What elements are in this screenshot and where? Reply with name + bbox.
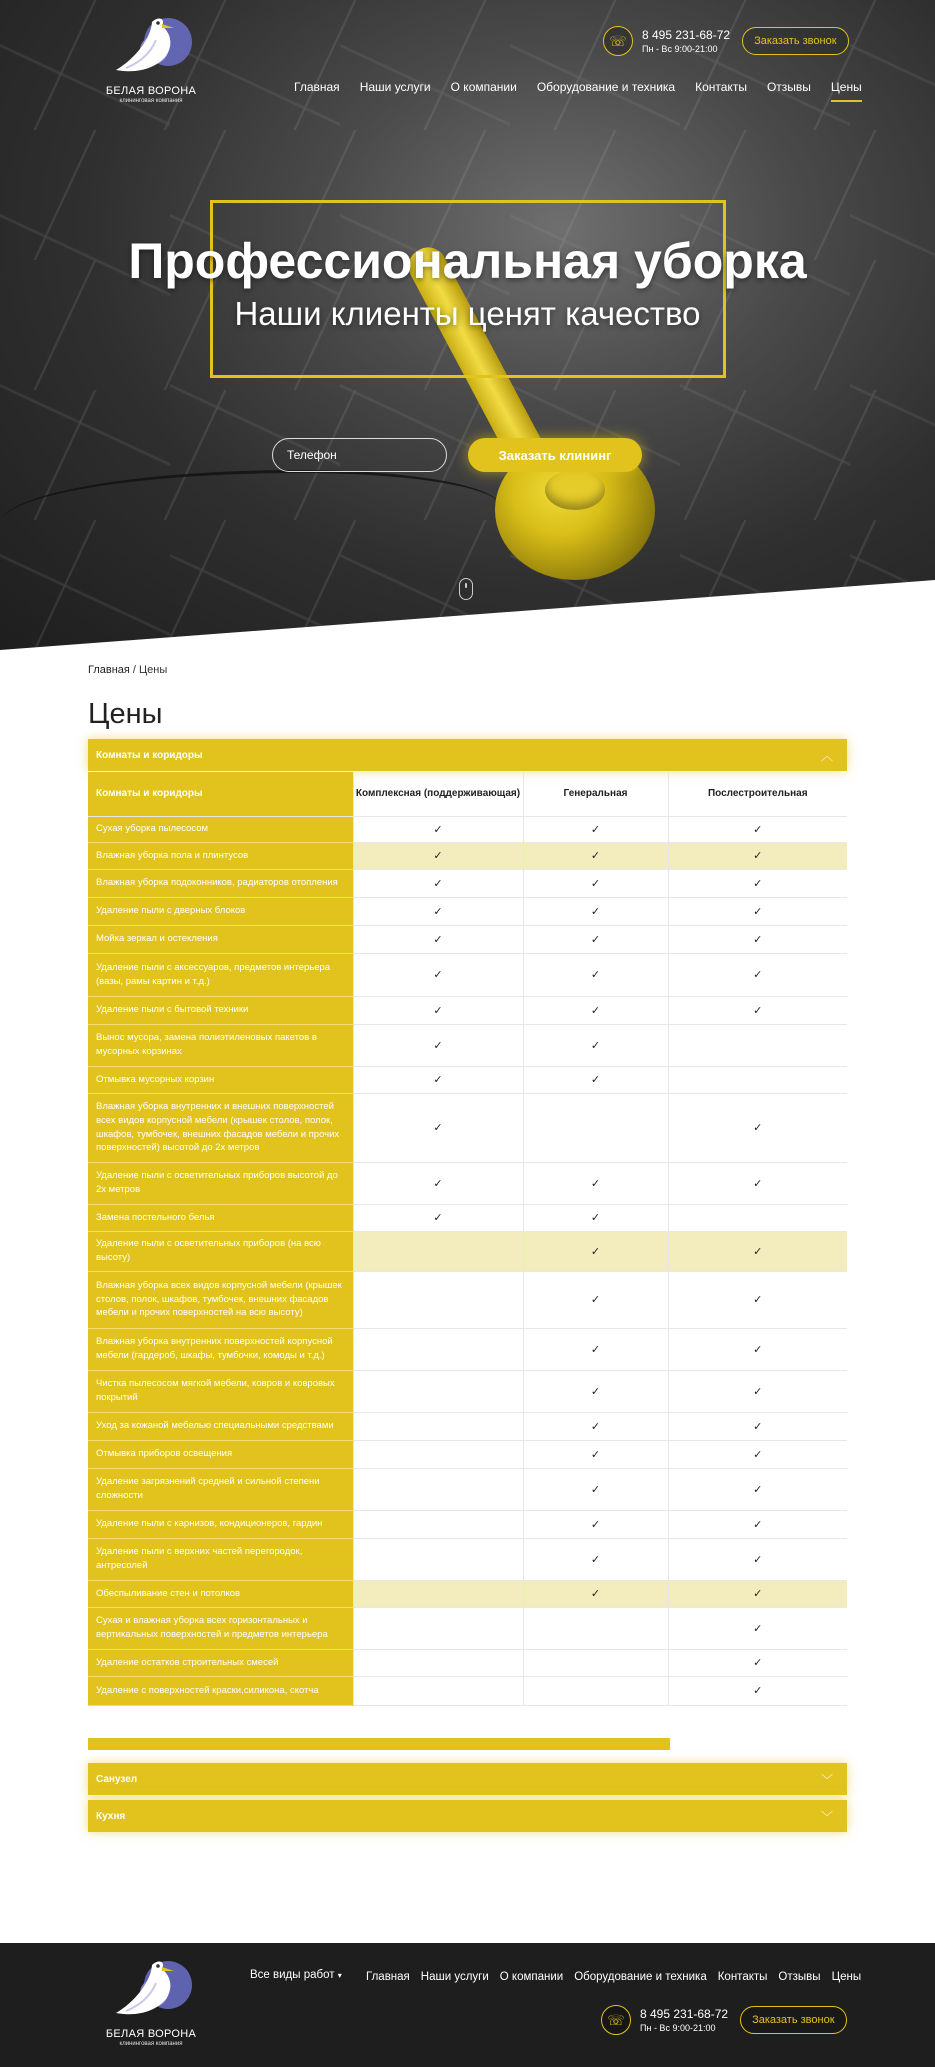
checkmark-icon: ✓ — [590, 1074, 601, 1086]
check-cell — [668, 869, 847, 897]
header-phone[interactable]: 8 495 231-68-72 — [642, 28, 731, 42]
check-cell — [668, 1066, 847, 1093]
check-cell — [353, 996, 523, 1024]
checkmark-icon: ✓ — [753, 1004, 763, 1017]
check-cell — [523, 1510, 668, 1538]
table-row — [88, 1510, 847, 1538]
checkmark-icon: ✓ — [753, 1553, 763, 1566]
check-cell — [668, 1440, 847, 1468]
header-contact — [603, 26, 849, 56]
service-label: Влажная уборка пола и плинтусов — [88, 842, 353, 869]
checkmark-icon: ✓ — [753, 1685, 763, 1697]
checkmark-icon: ✓ — [590, 1553, 601, 1566]
checkmark-icon: ✓ — [590, 1004, 601, 1017]
service-label: Удаление пыли с осветительных приборов (на всю высоту) — [88, 1231, 353, 1271]
header-logo[interactable] — [96, 8, 206, 104]
service-label: Обеспыливание стен и потолков — [88, 1580, 353, 1607]
accordion-kitchen-header[interactable] — [88, 1800, 847, 1832]
table-row — [88, 1370, 847, 1412]
check-cell — [353, 1204, 523, 1231]
nav-services[interactable]: Наши услуги — [359, 80, 431, 94]
table-row — [88, 1676, 847, 1705]
service-label: Удаление пыли с верхних частей перегородок, антресолей — [88, 1538, 353, 1580]
check-cell — [353, 897, 523, 925]
check-cell — [523, 996, 668, 1024]
checkmark-icon: ✓ — [753, 1622, 763, 1635]
service-label: Удаление пыли с карнизов, кондиционеров, гардин — [88, 1510, 353, 1538]
check-cell — [668, 1328, 847, 1370]
logo-name: БЕЛАЯ ВОРОНА — [105, 85, 197, 97]
checkmark-icon: ✓ — [590, 1448, 601, 1461]
service-label: Удаление остатков строительных смесей — [88, 1649, 353, 1676]
nav-equipment[interactable]: Оборудование и техника — [536, 80, 676, 94]
check-cell — [523, 1676, 668, 1705]
footer-phone[interactable]: 8 495 231-68-72 — [640, 2007, 729, 2021]
header-hours: Пн - Вс 9:00-21:00 — [642, 44, 718, 54]
check-cell — [668, 1580, 847, 1607]
check-cell — [523, 869, 668, 897]
service-label: Влажная уборка всех видов корпусной мебели (крышек столов, полок, шкафов, тумбочек, внешних фасадов мебели и прочих поверхностей на всю высоту) — [88, 1271, 353, 1328]
service-label: Удаление с поверхностей краски,силикона, скотча — [88, 1676, 353, 1705]
hero-section — [0, 0, 935, 650]
check-cell — [668, 1510, 847, 1538]
check-cell — [523, 1093, 668, 1162]
check-cell — [668, 1607, 847, 1649]
checkmark-icon: ✓ — [433, 933, 443, 946]
checkmark-icon: ✓ — [753, 1448, 763, 1461]
checkmark-icon: ✓ — [590, 933, 601, 946]
check-cell — [353, 953, 523, 996]
check-cell — [523, 1328, 668, 1370]
service-label: Удаление пыли с бытовой техники — [88, 996, 353, 1024]
footer-logo-subtitle: клининговая компания — [119, 2041, 183, 2047]
check-cell — [668, 1024, 847, 1066]
check-cell — [668, 1093, 847, 1162]
column-header-category: Комнаты и коридоры — [88, 772, 353, 816]
nav-about[interactable]: О компании — [450, 80, 517, 94]
table-row — [88, 1649, 847, 1676]
table-footer-bar — [88, 1738, 670, 1750]
checkmark-icon: ✓ — [590, 1483, 601, 1496]
check-cell — [668, 1538, 847, 1580]
check-cell — [668, 1204, 847, 1231]
service-label: Вынос мусора, замена полиэтиленовых пакетов в мусорных корзинах — [88, 1024, 353, 1066]
checkmark-icon: ✓ — [433, 1177, 443, 1190]
check-cell — [523, 1024, 668, 1066]
check-cell — [668, 1271, 847, 1328]
checkmark-icon: ✓ — [753, 1122, 763, 1134]
checkmark-icon: ✓ — [753, 1420, 763, 1433]
service-label: Отмывка приборов освещения — [88, 1440, 353, 1468]
checkmark-icon: ✓ — [753, 1483, 763, 1496]
chevron-up-icon: ︿ — [820, 749, 833, 763]
column-header-general: Генеральная — [523, 772, 668, 816]
crow-logo-icon — [96, 1951, 206, 2026]
footer-nav-about[interactable]: О компании — [499, 1971, 564, 1983]
check-cell — [668, 842, 847, 869]
check-cell — [353, 1271, 523, 1328]
check-cell — [668, 1412, 847, 1440]
table-row — [88, 1412, 847, 1440]
service-label: Влажная уборка подоконников, радиаторов отопления — [88, 869, 353, 897]
check-cell — [668, 816, 847, 842]
footer — [0, 1943, 935, 2067]
hero-subtitle: Наши клиенты ценят качество — [234, 295, 701, 332]
check-cell — [523, 1271, 668, 1328]
breadcrumb-current: Цены — [139, 664, 168, 676]
check-cell — [523, 1204, 668, 1231]
check-cell — [668, 1649, 847, 1676]
checkmark-icon: ✓ — [753, 1385, 763, 1398]
checkmark-icon: ✓ — [753, 1294, 763, 1306]
check-cell — [523, 1538, 668, 1580]
checkmark-icon: ✓ — [590, 1212, 601, 1224]
checkmark-icon: ✓ — [433, 823, 443, 836]
phone-icon: ☏ — [601, 2005, 631, 2035]
service-label: Мойка зеркал и остекления — [88, 925, 353, 953]
check-cell — [668, 897, 847, 925]
nav-reviews[interactable]: Отзывы — [766, 80, 811, 94]
table-row — [88, 1231, 847, 1271]
check-cell — [353, 1440, 523, 1468]
footer-nav-equipment[interactable]: Оборудование и техника — [574, 1971, 707, 1983]
checkmark-icon: ✓ — [590, 823, 601, 836]
check-cell — [353, 842, 523, 869]
check-cell — [668, 1370, 847, 1412]
nav-prices[interactable]: Цены — [831, 80, 862, 102]
table-row — [88, 1024, 847, 1066]
checkmark-icon: ✓ — [433, 969, 443, 981]
service-label: Отмывка мусорных корзин — [88, 1066, 353, 1093]
footer-hours: Пн - Вс 9:00-21:00 — [640, 2023, 716, 2033]
check-cell — [523, 1580, 668, 1607]
footer-nav-contacts[interactable]: Контакты — [717, 1971, 768, 1983]
checkmark-icon: ✓ — [433, 905, 443, 918]
checkmark-icon: ✓ — [433, 1122, 443, 1134]
checkmark-icon: ✓ — [590, 1518, 601, 1531]
table-row — [88, 897, 847, 925]
check-cell — [668, 1162, 847, 1204]
checkmark-icon: ✓ — [753, 850, 763, 862]
page-title: Цены — [88, 698, 163, 730]
checkmark-icon: ✓ — [590, 877, 601, 890]
footer-nav-prices[interactable]: Цены — [831, 1971, 862, 1983]
table-row — [88, 1162, 847, 1204]
prices-table — [88, 772, 847, 1706]
table-row — [88, 816, 847, 842]
check-cell — [353, 1510, 523, 1538]
accordion-rooms-title: Комнаты и коридоры — [96, 749, 203, 761]
check-cell — [523, 897, 668, 925]
prices-table-body — [88, 816, 847, 1705]
check-cell — [353, 1328, 523, 1370]
table-row — [88, 996, 847, 1024]
checkmark-icon: ✓ — [753, 1343, 763, 1356]
table-row — [88, 1440, 847, 1468]
checkmark-icon: ✓ — [433, 1039, 443, 1052]
checkmark-icon: ✓ — [753, 1657, 763, 1669]
checkmark-icon: ✓ — [753, 905, 763, 918]
footer-nav-services[interactable]: Наши услуги — [420, 1971, 489, 1983]
check-cell — [353, 1580, 523, 1607]
check-cell — [523, 1066, 668, 1093]
footer-nav — [366, 1971, 861, 1983]
check-cell — [523, 1370, 668, 1412]
checkmark-icon: ✓ — [590, 1343, 601, 1356]
check-cell — [523, 1607, 668, 1649]
check-cell — [668, 1468, 847, 1510]
check-cell — [353, 1370, 523, 1412]
table-row — [88, 953, 847, 996]
accordion-bathroom-header[interactable] — [88, 1763, 847, 1795]
checkmark-icon: ✓ — [753, 1245, 763, 1258]
check-cell — [668, 953, 847, 996]
footer-contact — [601, 2005, 847, 2035]
checkmark-icon: ✓ — [433, 877, 443, 890]
service-label: Замена постельного белья — [88, 1204, 353, 1231]
all-works-dropdown[interactable] — [250, 1969, 342, 1981]
check-cell — [668, 1676, 847, 1705]
checkmark-icon: ✓ — [590, 1039, 601, 1052]
checkmark-icon: ✓ — [753, 823, 763, 836]
service-label: Удаление пыли с аксессуаров, предметов интерьера (вазы, рамы картин и т.д.) — [88, 953, 353, 996]
table-row — [88, 1468, 847, 1510]
callback-button[interactable]: Заказать звонок — [742, 27, 848, 55]
check-cell — [523, 1231, 668, 1271]
hero-title: Профессиональная уборка — [128, 233, 807, 289]
check-cell — [353, 1468, 523, 1510]
phone-icon: ☏ — [603, 26, 633, 56]
service-label: Удаление пыли с осветительных приборов высотой до 2х метров — [88, 1162, 353, 1204]
check-cell — [353, 1162, 523, 1204]
table-row — [88, 1607, 847, 1649]
phone-input[interactable] — [272, 438, 447, 472]
service-label: Влажная уборка внутренних поверхностей корпусной мебели (гардероб, шкафы, тумбочки, комоды и т.д.) — [88, 1328, 353, 1370]
check-cell — [353, 1676, 523, 1705]
check-cell — [353, 816, 523, 842]
check-cell — [523, 1468, 668, 1510]
chevron-down-icon: ﹀ — [820, 1773, 833, 1787]
order-cleaning-button[interactable]: Заказать клининг — [468, 438, 642, 472]
check-cell — [523, 1412, 668, 1440]
checkmark-icon: ✓ — [590, 850, 601, 862]
checkmark-icon: ✓ — [590, 1588, 601, 1600]
checkmark-icon: ✓ — [753, 933, 763, 946]
footer-callback-button[interactable]: Заказать звонок — [740, 2006, 846, 2034]
accordion-rooms-header[interactable] — [88, 739, 847, 771]
table-row — [88, 1580, 847, 1607]
all-works-label: Все виды работ — [250, 1969, 335, 1981]
checkmark-icon: ✓ — [433, 1074, 443, 1086]
table-row — [88, 842, 847, 869]
breadcrumb-home[interactable]: Главная — [88, 664, 130, 676]
scroll-mouse-icon[interactable] — [459, 578, 473, 600]
checkmark-icon: ✓ — [590, 1294, 601, 1306]
checkmark-icon: ✓ — [590, 1385, 601, 1398]
service-label: Сухая и влажная уборка всех горизонтальных и вертикальных поверхностей и предметов интерьера — [88, 1607, 353, 1649]
checkmark-icon: ✓ — [590, 1177, 601, 1190]
table-row — [88, 1066, 847, 1093]
checkmark-icon: ✓ — [433, 1004, 443, 1017]
main-nav — [294, 80, 862, 102]
column-header-postconstruction: Послестроительная — [668, 772, 847, 816]
caret-down-icon: ▾ — [337, 1971, 342, 1980]
check-cell — [353, 1649, 523, 1676]
table-row — [88, 1328, 847, 1370]
checkmark-icon: ✓ — [753, 969, 763, 981]
table-row — [88, 1538, 847, 1580]
check-cell — [353, 1538, 523, 1580]
footer-nav-reviews[interactable]: Отзывы — [778, 1971, 821, 1983]
footer-logo[interactable] — [96, 1951, 206, 2047]
service-label: Удаление пыли с дверных блоков — [88, 897, 353, 925]
check-cell — [353, 1231, 523, 1271]
breadcrumb — [88, 664, 167, 676]
check-cell — [668, 996, 847, 1024]
check-cell — [523, 1649, 668, 1676]
checkmark-icon: ✓ — [753, 1177, 763, 1190]
crow-logo-icon — [96, 8, 206, 83]
service-label: Удаление загрязнений средней и сильной степени сложности — [88, 1468, 353, 1510]
checkmark-icon: ✓ — [590, 1420, 601, 1433]
service-label: Сухая уборка пылесосом — [88, 816, 353, 842]
check-cell — [523, 842, 668, 869]
checkmark-icon: ✓ — [753, 877, 763, 890]
service-label: Влажная уборка внутренних и внешних поверхностей всех видов корпусной мебели (крышек столов, полок, шкафов, тумбочек, внешних фасадов мебели и прочих поверхностей) высотой до 2х метров — [88, 1093, 353, 1162]
check-cell — [523, 1162, 668, 1204]
table-row — [88, 1271, 847, 1328]
table-row — [88, 1204, 847, 1231]
check-cell — [523, 816, 668, 842]
check-cell — [668, 1231, 847, 1271]
accordion-bathroom-title: Санузел — [96, 1773, 138, 1785]
footer-logo-name: БЕЛАЯ ВОРОНА — [105, 2028, 197, 2040]
checkmark-icon: ✓ — [753, 1588, 763, 1600]
accordion-kitchen-title: Кухня — [96, 1810, 126, 1822]
check-cell — [353, 869, 523, 897]
service-label: Уход за кожаной мебелью специальными средствами — [88, 1412, 353, 1440]
service-label: Чистка пылесосом мягкой мебели, ковров и ковровых покрытий — [88, 1370, 353, 1412]
check-cell — [353, 1607, 523, 1649]
nav-home[interactable]: Главная — [294, 80, 340, 94]
checkmark-icon: ✓ — [590, 1245, 601, 1258]
check-cell — [668, 925, 847, 953]
check-cell — [353, 1066, 523, 1093]
check-cell — [353, 1412, 523, 1440]
logo-subtitle: клининговая компания — [119, 98, 183, 104]
nav-contacts[interactable]: Контакты — [695, 80, 747, 94]
check-cell — [523, 1440, 668, 1468]
check-cell — [353, 925, 523, 953]
checkmark-icon: ✓ — [433, 1212, 443, 1224]
breadcrumb-separator: / — [129, 664, 140, 676]
footer-nav-home[interactable]: Главная — [366, 1971, 410, 1983]
chevron-down-icon: ﹀ — [820, 1810, 833, 1824]
column-header-complex: Комплексная (поддерживающая) — [353, 772, 523, 816]
check-cell — [523, 953, 668, 996]
checkmark-icon: ✓ — [753, 1518, 763, 1531]
check-cell — [353, 1024, 523, 1066]
check-cell — [523, 925, 668, 953]
checkmark-icon: ✓ — [590, 969, 601, 981]
check-cell — [353, 1093, 523, 1162]
table-row — [88, 869, 847, 897]
table-row — [88, 1093, 847, 1162]
checkmark-icon: ✓ — [590, 905, 601, 918]
table-row — [88, 925, 847, 953]
checkmark-icon: ✓ — [433, 850, 443, 862]
